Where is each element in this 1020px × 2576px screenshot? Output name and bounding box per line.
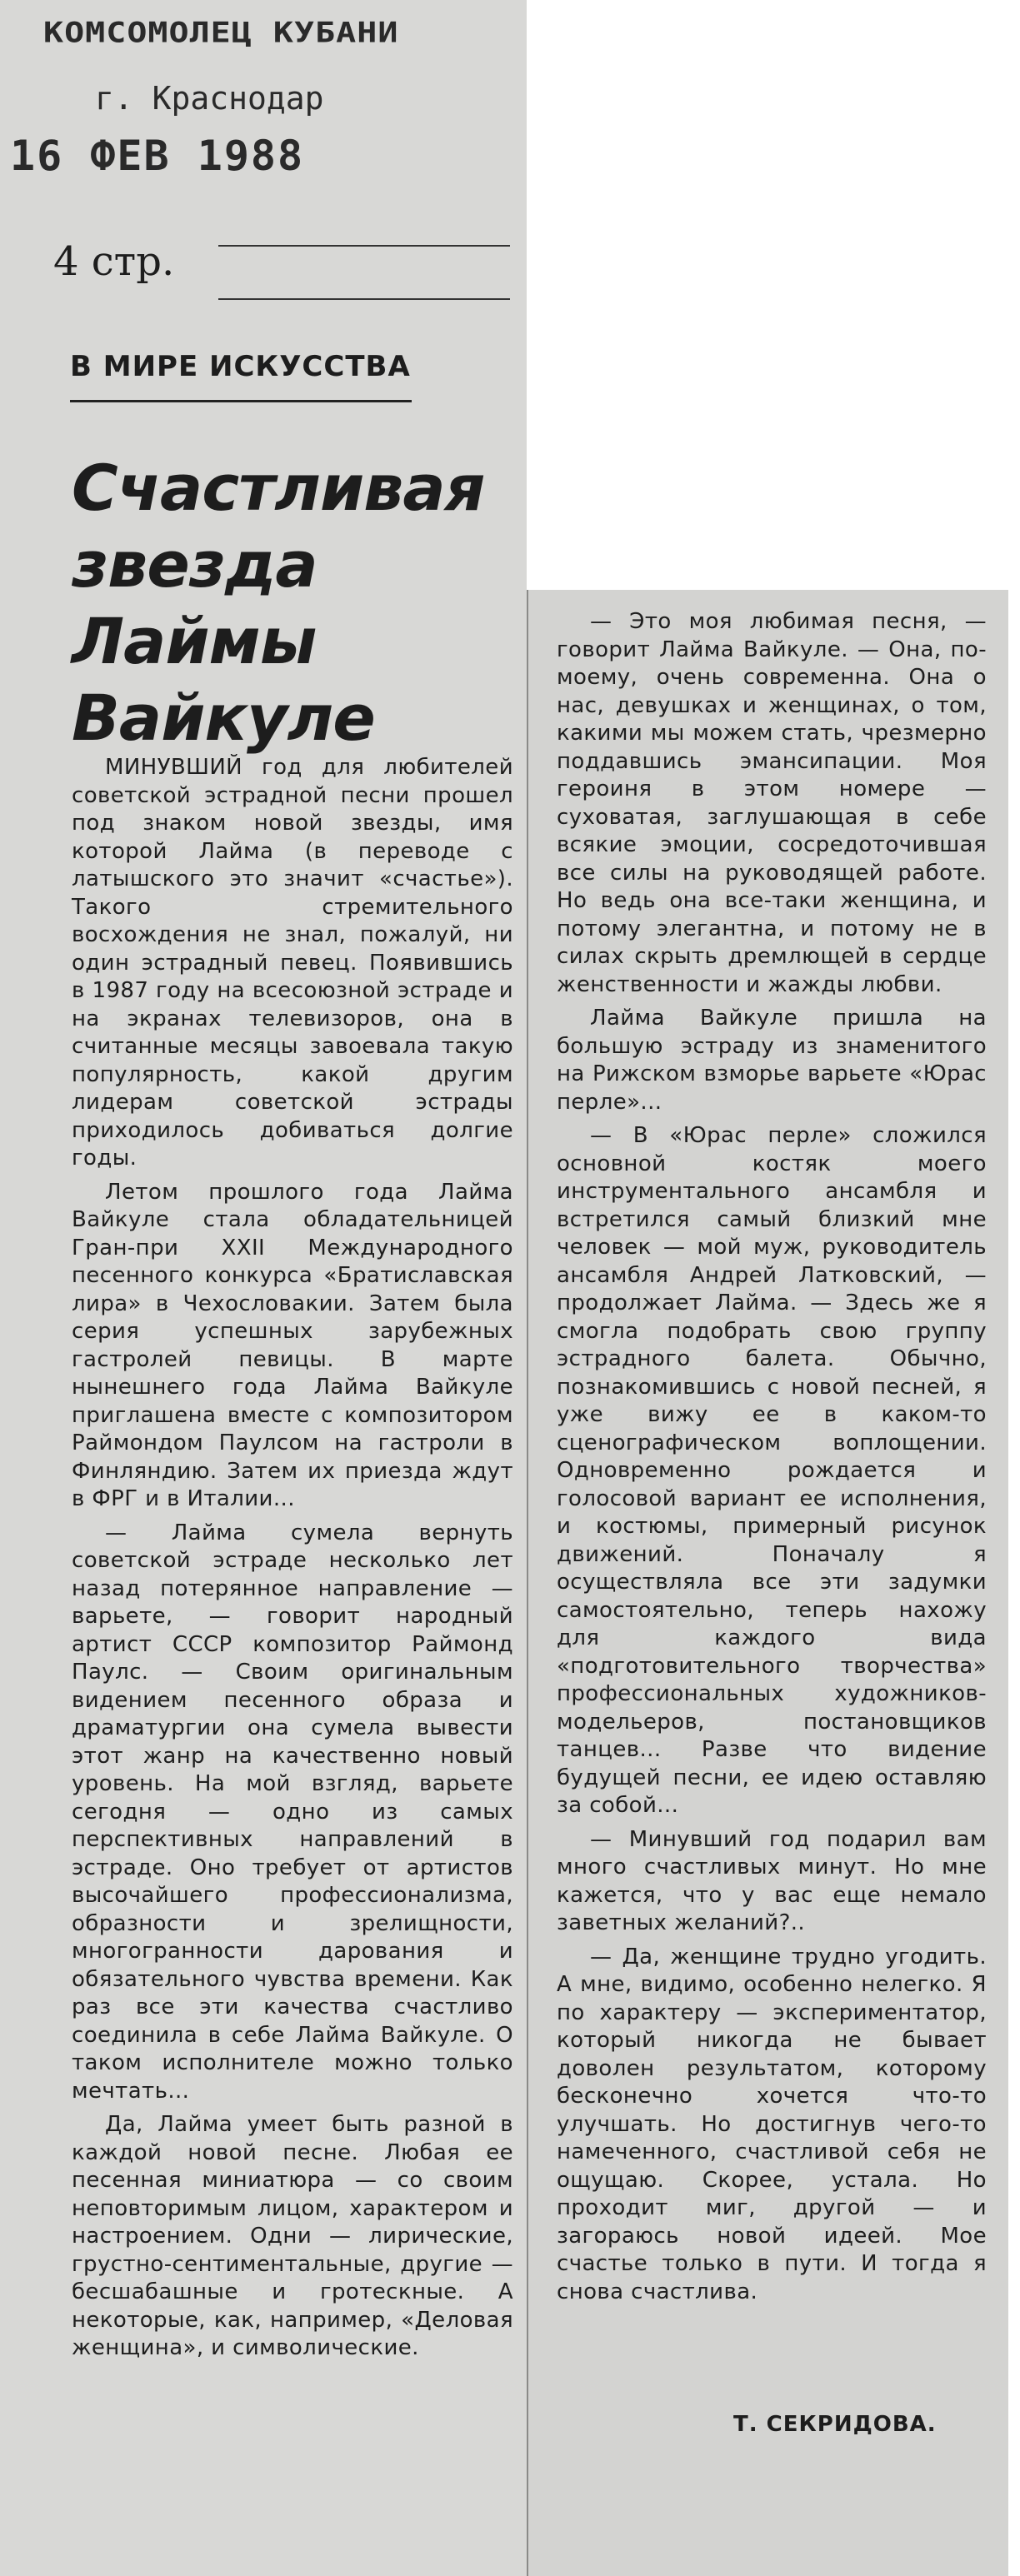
article-paragraph: Да, Лайма умеет быть разной в каждой новой песне. Любая ее песенная миниатюра — со своим неповторимым лицом, характером и настроением. Одни — лирические, грустно-сентиментальные, другие — бесшабашные и гротескные. А некоторые, как, например, «Деловая женщина», и символические. [72,2112,513,2360]
date-stamp: 16 ФЕВ 1988 [10,132,305,180]
headline-line: Лаймы [72,604,317,678]
headline-line: Счастливая [72,451,485,525]
article-paragraph: — Да, женщине трудно угодить. А мне, видимо, особенно нелегко. Я по характеру — экспериментатор, который никогда не бывает доволен результатом, которому бесконечно хочется что-то улучшать. Но достигнув чего-то намеченного, счастливой себя не ощущаю. Скорее, устала. Но проходит миг, другой — и загораюсь новой идеей. Мое счастье только в пути. И тогда я снова счастлива. [557,1944,987,2304]
rubric-underline [70,400,412,402]
article-paragraph: МИНУВШИЙ год для любителей советской эстрадной песни прошел под знаком новой звезды, имя которой Лайма (в переводе с латышского это значит «счастье»). Такого стремительного восхождения не знал, пожалуй, ни один эстрадный певец. Появившись в 1987 году на всесоюзной эстраде и на экранах телевизоров, она в считанные месяцы завоевала такую популярность, какой другим лидерам советской эстрады приходилось добиваться долгие годы. [72,755,513,1171]
page-reference: 4 стр. [53,238,175,285]
newspaper-name: КОМСОМОЛЕЦ КУБАНИ [43,17,399,50]
newspaper-stamp [10,17,399,180]
article-paragraph: Лайма Вайкуле пришла на большую эстраду из знаменитого на Рижском взморье варьете «Юрас перле»... [557,1006,987,1115]
article-column-right [557,608,987,2306]
article-paragraph: — Это моя любимая песня, — говорит Лайма Вайкуле. — Она, по-моему, очень современна. Она о нас, девушках и женщинах, о том, какими мы можем стать, чрезмерно поддавшись эмансипации. Моя героиня в этом номере — суховатая, заглушающая в себе всякие эмоции, сосредоточившая все силы на руководящей работе. Но ведь она все-таки женщина, и потому элегантна, и потому не в силах скрыть дремлющей в сердце женственности и жажды любви. [557,609,987,997]
article-column-left [72,754,513,2363]
page-rule-top [218,245,510,247]
article-paragraph: Летом прошлого года Лайма Вайкуле стала обладательницей Гран-при XXII Международного песенного конкурса «Братиславская лира» в Чехословакии. Затем была серия успешных зарубежных гастролей певицы. В марте нынешнего года Лайма Вайкуле приглашена вместе с композитором Раймондом Паулсом на гастроли в Финляндию. Затем их приезда ждут в ФРГ и в Италии... [72,1179,513,1511]
headline [72,450,488,756]
headline-line: звезда [72,527,318,602]
author-signature: Т. СЕКРИДОВА. [733,2412,937,2437]
page-rule-bottom [218,298,510,300]
article-paragraph: — В «Юрас перле» сложился основной костяк моего инструментального ансамбля и встретился самый близкий мне человек — мой муж, руководитель ансамбля Андрей Латковский, — продолжает Лайма. — Здесь же я смогла подобрать свою группу эстрадного балета. Обычно, познакомившись с новой песней, я уже вижу ее в каком-то сценографическом воплощении. Одновременно рождается и голосовой вариант ее исполнения, и костюмы, примерный рисунок движений. Поначалу я осуществляла все эти задумки самостоятельно, теперь нахожу для каждого вида «подготовительного творчества» профессиональных художников-модельеров, постановщиков танцев... Разве что видение будущей песни, ее идею оставляю за собой... [557,1123,987,1818]
rubric: В МИРЕ ИСКУССТВА [70,350,411,383]
headline-line: Вайкуле [72,681,375,755]
article-paragraph: — Минувший год подарил вам много счастливых минут. Но мне кажется, что у вас еще немало заветных желаний?.. [557,1826,987,1935]
newspaper-city: г. Краснодар [95,80,324,117]
article-paragraph: — Лайма сумела вернуть советской эстраде несколько лет назад потерянное направление — варьете, — говорит народный артист СССР композитор Раймонд Паулс. — Своим оригинальным видением песенного образа и драматургии она сумела вывести этот жанр на качественно новый уровень. На мой взгляд, варьете сегодня — одно из самых перспективных направлений в эстраде. Оно требует от артистов высочайшего профессионализма, образности и зрелищности, многогранности дарования и обязательного чувства времени. Как раз все эти качества счастливо соединила в себе Лайма Вайкуле. О таком исполнителе можно только мечтать... [72,1520,513,2104]
